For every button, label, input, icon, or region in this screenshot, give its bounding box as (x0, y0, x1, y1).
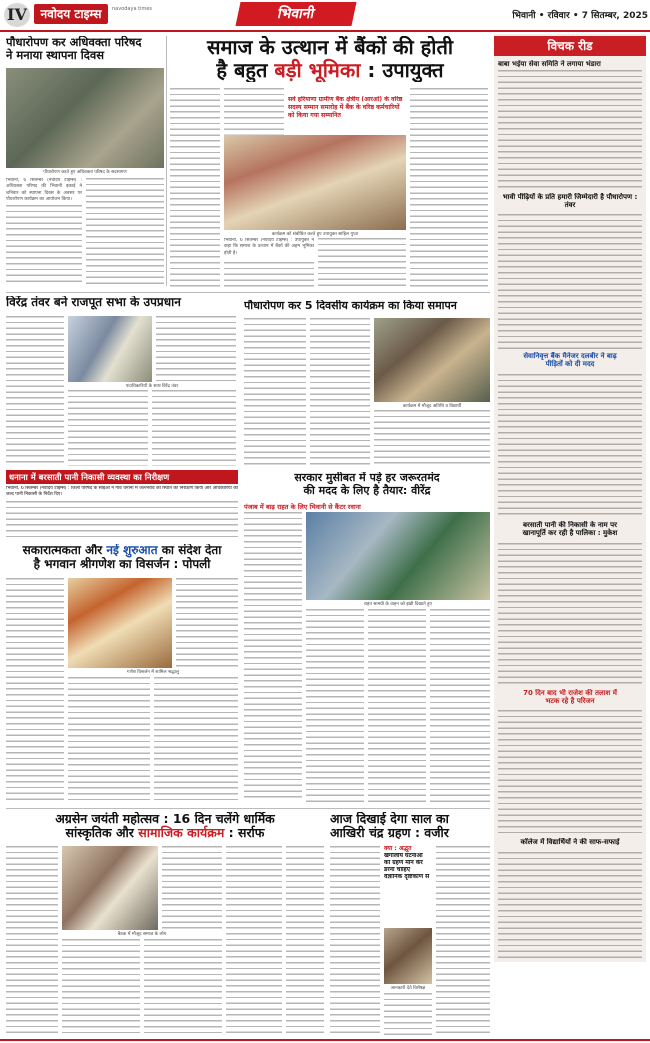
drainage-body (6, 501, 238, 541)
flood-headline: सरकार मुसीबत में पड़े हर जरूरतमंद की मदद के लिए है तैयार: वीरेंद्र (294, 472, 440, 497)
flood-body-col1 (244, 512, 302, 802)
sidebar-item4-body (498, 543, 642, 685)
rajput-caption: पदाधिकारियों के साथ विरेंद्र तंवर (125, 384, 179, 389)
city-banner: भिवानी (235, 2, 356, 26)
agrasen-headline (6, 812, 324, 841)
agrasen-body-col2 (162, 846, 222, 930)
banks-lead: भिवानी, 6 सितम्बर (नवोदय टाइम्स) : उपायुक्त ने कहा कि समाज के उत्थान में बैंकों की अहम भूमिका होती है। (224, 238, 314, 256)
agrasen-headline-line1: अग्रसेन जयंती महोत्सव : 16 दिन चलेंगे धार्मिक (55, 812, 275, 826)
banks-headline-line1: समाज के उत्थान में बैंकों की होती (206, 36, 454, 59)
eclipse-headline (330, 812, 490, 841)
plantation-caption: पौधारोपण करते हुए अधिवक्ता परिषद के सदस्यगण (43, 170, 127, 175)
sidebar-item2-head: भावी पीढ़ियों के प्रति हमारी जिम्मेदारी है पौधारोपण : तंवर (502, 193, 638, 210)
sidebar-item6-head: कॉलेज में विद्यार्थियों ने की साफ-सफाई (520, 838, 620, 846)
banks-subhead: सर्व हरियाणा ग्रामीण बैंक क्षेत्रीय (आरओ) के वरिष्ठ सदस्य सम्मान समारोह में बैंक के वरिष्ठ कर्मचारियों को किया गया सम्मानित (288, 96, 403, 119)
eclipse-body-col3 (436, 846, 490, 1036)
page-number: IV (4, 3, 30, 27)
plantation-lead: भिवानी, 6 सितम्बर (नवोदय टाइम्स) : अधिवक्ता परिषद की भिवानी इकाई ने शनिवार को स्थापना दिवस के अवसर पर पौधारोपण कार्यक्रम का आयोजन किया। (6, 178, 82, 203)
agrasen-body-col5 (226, 846, 282, 1036)
rajput-photo (68, 316, 152, 382)
ganesh-headline-line1: सकारात्मकता और नई शुरुआत का संदेश देता (22, 544, 222, 557)
rajput-headline: विरेंद्र तंवर बने राजपूत सभा के उपप्रधान (6, 296, 181, 309)
eclipse-headline-line1: आज दिखाई देगा साल का (330, 812, 449, 826)
header-rule (0, 30, 650, 32)
banks-headline-line2: है बहुत बड़ी भूमिका : उपायुक्त (216, 58, 444, 82)
row-divider-2 (6, 808, 490, 809)
page-header (0, 0, 650, 30)
flood-body-col3 (368, 609, 426, 802)
sidebar-item1-body (498, 70, 642, 190)
banks-caption: कार्यक्रम को संबोधित करते हुए उपायुक्त साहिल गुप्ता (271, 232, 359, 237)
agrasen-caption: बैठक में मौजूद समाज के लोग (117, 932, 167, 937)
footer-rule (0, 1039, 650, 1041)
plantation5-body-col1 (244, 318, 306, 466)
plantation-body-col1 (6, 205, 82, 285)
flood-body-col2 (306, 609, 364, 802)
plantation-body-col2 (86, 178, 164, 284)
sidebar-title: विचक रीड (494, 36, 646, 56)
plantation5-caption: कार्यक्रम में मौजूद अतिथि व विद्यार्थी (402, 404, 462, 409)
rajput-body-col3 (68, 390, 148, 466)
plantation-photo (6, 68, 164, 168)
dateline: भिवानी • रविवार • 7 सितम्बर, 2025 (512, 11, 648, 21)
ganesh-body-col4 (154, 677, 238, 802)
rajput-body-col2 (156, 316, 236, 382)
banks-body-col4 (318, 238, 406, 288)
sidebar-item1-head: बाबा भईया सेवा समिति ने लगाया भंडारा (498, 60, 601, 68)
plantation5-headline: पौधारोपण कर 5 दिवसीय कार्यक्रम का किया समापन (244, 300, 457, 312)
banks-body-col5 (410, 88, 488, 288)
row-divider (6, 292, 490, 293)
sidebar-item3-head: सेवानिवृत्त बैंक मैनेजर दलबीर ने बाढ़ पीड़ितों को दी मदद (523, 352, 617, 369)
plantation-headline-line2: ने मनाया स्थापना दिवस (6, 48, 104, 63)
eclipse-photo (384, 928, 432, 984)
eclipse-body-col2 (384, 993, 432, 1036)
agrasen-body-col6 (286, 846, 324, 1036)
banks-headline (170, 36, 490, 82)
banks-photo (224, 135, 406, 230)
sidebar-item4-head: बरसाती पानी की निकासी के नाम पर खानापूर्ति कर रही है पालिका : मुकेश (522, 521, 618, 538)
masthead-tag: navodaya times (112, 6, 153, 12)
plantation5-photo (374, 318, 490, 402)
ganesh-body-col1 (6, 578, 64, 802)
plantation5-body-col2 (310, 318, 370, 466)
drainage-headline: धनाना में बरसाती पानी निकासी व्यवस्था का निरीक्षण (6, 470, 238, 484)
rajput-body-col1 (6, 316, 64, 466)
plantation-headline (6, 36, 166, 62)
sidebar-item5-body (498, 710, 642, 836)
agrasen-body-col1 (6, 846, 58, 1036)
agrasen-headline-line2: सांस्कृतिक और सामाजिक कार्यक्रम : सर्राफ (65, 825, 265, 841)
agrasen-photo (62, 846, 158, 930)
sidebar-item6-body (498, 852, 642, 958)
flood-caption: राहत सामग्री के वाहन को झंडी दिखाते हुए (363, 602, 433, 607)
eclipse-callout: क्या : अद्भुत खगोलीय घटनाओं को ग्रहण मान कर डरना चाहिए वैज्ञानिक दृष्टिकोण से (384, 846, 430, 880)
plantation-headline-line1: पौधारोपण कर अधिवक्ता परिषद (6, 36, 142, 49)
banks-body-col3 (224, 262, 314, 288)
ganesh-headline-line2: है भगवान श्रीगणेश का विसर्जन : पोपली (33, 556, 211, 571)
eclipse-headline-line2: आखिरी चंद्र ग्रहण : वजीर (330, 825, 449, 841)
plantation5-body-col3 (374, 410, 490, 466)
ganesh-body-col2 (176, 578, 238, 668)
agrasen-body-col3 (62, 939, 140, 1036)
ganesh-body-col3 (68, 677, 150, 802)
agrasen-body-col4 (144, 939, 222, 1036)
rajput-body-col4 (152, 390, 236, 466)
column-divider (166, 36, 167, 286)
ganesh-photo (68, 578, 172, 668)
ganesh-caption: गणेश विसर्जन में शामिल श्रद्धालु (127, 670, 179, 675)
banks-body-col1 (170, 88, 220, 288)
sidebar-item5-head: 70 दिन बाद भी राजेश की तलाश में भटक रहे है परिजन (523, 689, 617, 706)
masthead-logo: नवोदय टाइम्स (34, 4, 108, 24)
sidebar-item2-body (498, 214, 642, 349)
flood-body-col4 (430, 609, 490, 802)
eclipse-body-col1 (330, 846, 380, 1036)
sidebar-item3-body (498, 374, 642, 518)
drainage-lead: भिवानी, 6 सितम्बर (नवोदय टाइम्स) : जिला परिषद के सीईओ ने गांव धनाना में जलभराव की स्थिति का निरीक्षण किया और अधिकारियों को जल्द पानी निकासी के निर्देश दिए। (6, 486, 238, 498)
ganesh-headline (6, 544, 238, 572)
eclipse-caption: जानकारी देते विशेषज्ञ (390, 986, 426, 991)
flood-subhead: पंजाब में बाढ़ राहत के लिए भिवानी से कैंटर रवाना (244, 503, 361, 511)
flood-photo (306, 512, 490, 600)
